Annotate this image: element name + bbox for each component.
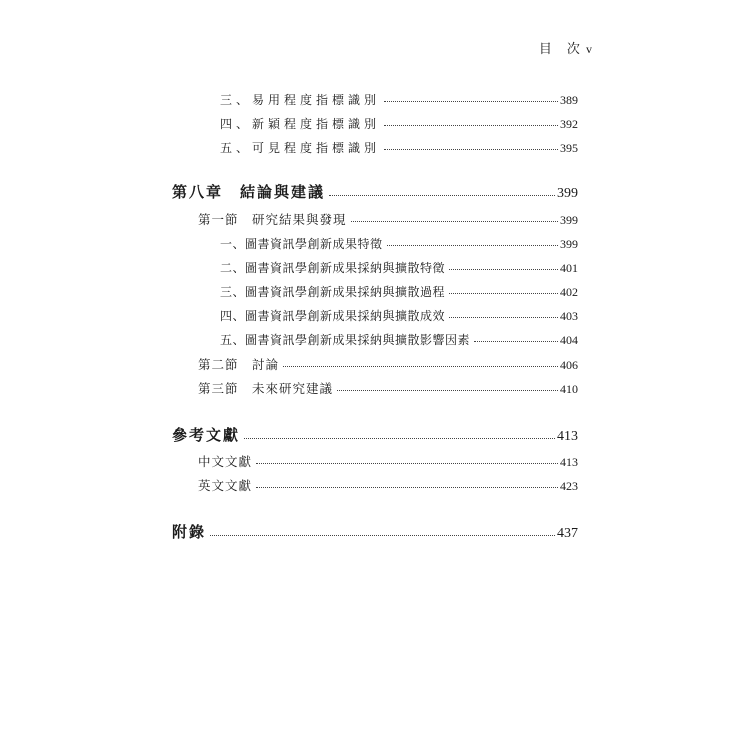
leader-dots [283, 365, 558, 367]
toc-chapter[interactable] [172, 522, 578, 542]
toc-chapter-page: 413 [557, 429, 578, 444]
toc-section-page: 399 [560, 213, 578, 227]
toc-chapter-label: 附錄 [172, 523, 207, 541]
toc-section-page: 410 [560, 382, 578, 396]
leader-dots [449, 268, 558, 270]
toc-entry-page: 404 [560, 333, 578, 347]
toc-section-label: 中文文獻 [198, 454, 253, 469]
leader-dots [351, 220, 558, 222]
toc-section-page: 413 [560, 455, 578, 469]
leader-dots [449, 292, 558, 294]
toc-chapter-label: 參考文獻 [172, 426, 241, 444]
toc-chapter[interactable] [172, 182, 578, 202]
toc-section-label: 第二節 討論 [198, 357, 280, 372]
header-page-number: v [586, 42, 592, 56]
toc-entry-label: 一、圖書資訊學創新成果特徵 [220, 237, 383, 251]
leader-dots [449, 316, 558, 318]
toc-entry[interactable] [220, 256, 578, 276]
toc-entry-page: 395 [560, 141, 578, 155]
toc-section[interactable] [198, 450, 578, 470]
toc-entry[interactable] [220, 112, 578, 132]
toc-entry[interactable] [220, 136, 578, 156]
toc-entry-page: 403 [560, 309, 578, 323]
leader-dots [244, 437, 555, 439]
toc-entry[interactable] [220, 88, 578, 108]
toc-section[interactable] [198, 377, 578, 397]
toc-chapter-label: 第八章 結論與建議 [172, 183, 326, 201]
toc-entry[interactable] [220, 328, 578, 348]
toc-section-label: 第三節 未來研究建議 [198, 381, 334, 396]
leader-dots [210, 534, 555, 536]
leader-dots [384, 100, 558, 102]
toc-section-page: 423 [560, 479, 578, 493]
header-title: 目 次 [538, 42, 581, 57]
toc-entry-label: 三、圖書資訊學創新成果採納與擴散過程 [220, 285, 446, 299]
toc-section[interactable] [198, 208, 578, 228]
toc-section[interactable] [198, 474, 578, 494]
toc-section[interactable] [198, 353, 578, 373]
running-header [539, 38, 592, 57]
toc-entry-page: 392 [560, 117, 578, 131]
leader-dots [387, 244, 558, 246]
toc-section-label: 英文文獻 [198, 478, 253, 493]
toc-entry-page: 389 [560, 93, 578, 107]
leader-dots [329, 194, 555, 196]
toc-entry-label: 五、可見程度指標識別 [220, 141, 381, 155]
toc-entry[interactable] [220, 232, 578, 252]
toc-chapter-page: 437 [557, 526, 578, 541]
toc-entry-page: 402 [560, 285, 578, 299]
toc-section-page: 406 [560, 358, 578, 372]
leader-dots [474, 340, 558, 342]
leader-dots [256, 486, 558, 488]
leader-dots [384, 148, 558, 150]
toc-entry[interactable] [220, 304, 578, 324]
leader-dots [384, 124, 558, 126]
toc-entry-label: 三、易用程度指標識別 [220, 93, 381, 107]
toc-entry-label: 二、圖書資訊學創新成果採納與擴散特徵 [220, 261, 446, 275]
toc-chapter-page: 399 [557, 186, 578, 201]
toc-entry[interactable] [220, 280, 578, 300]
leader-dots [256, 462, 558, 464]
toc-entry-label: 四、新穎程度指標識別 [220, 117, 381, 131]
toc-section-label: 第一節 研究結果與發現 [198, 212, 347, 227]
toc-entry-page: 399 [560, 237, 578, 251]
toc-entry-label: 五、圖書資訊學創新成果採納與擴散影響因素 [220, 333, 471, 347]
toc-entry-page: 401 [560, 261, 578, 275]
toc-entry-label: 四、圖書資訊學創新成果採納與擴散成效 [220, 309, 446, 323]
toc-chapter[interactable] [172, 425, 578, 445]
leader-dots [337, 389, 558, 391]
